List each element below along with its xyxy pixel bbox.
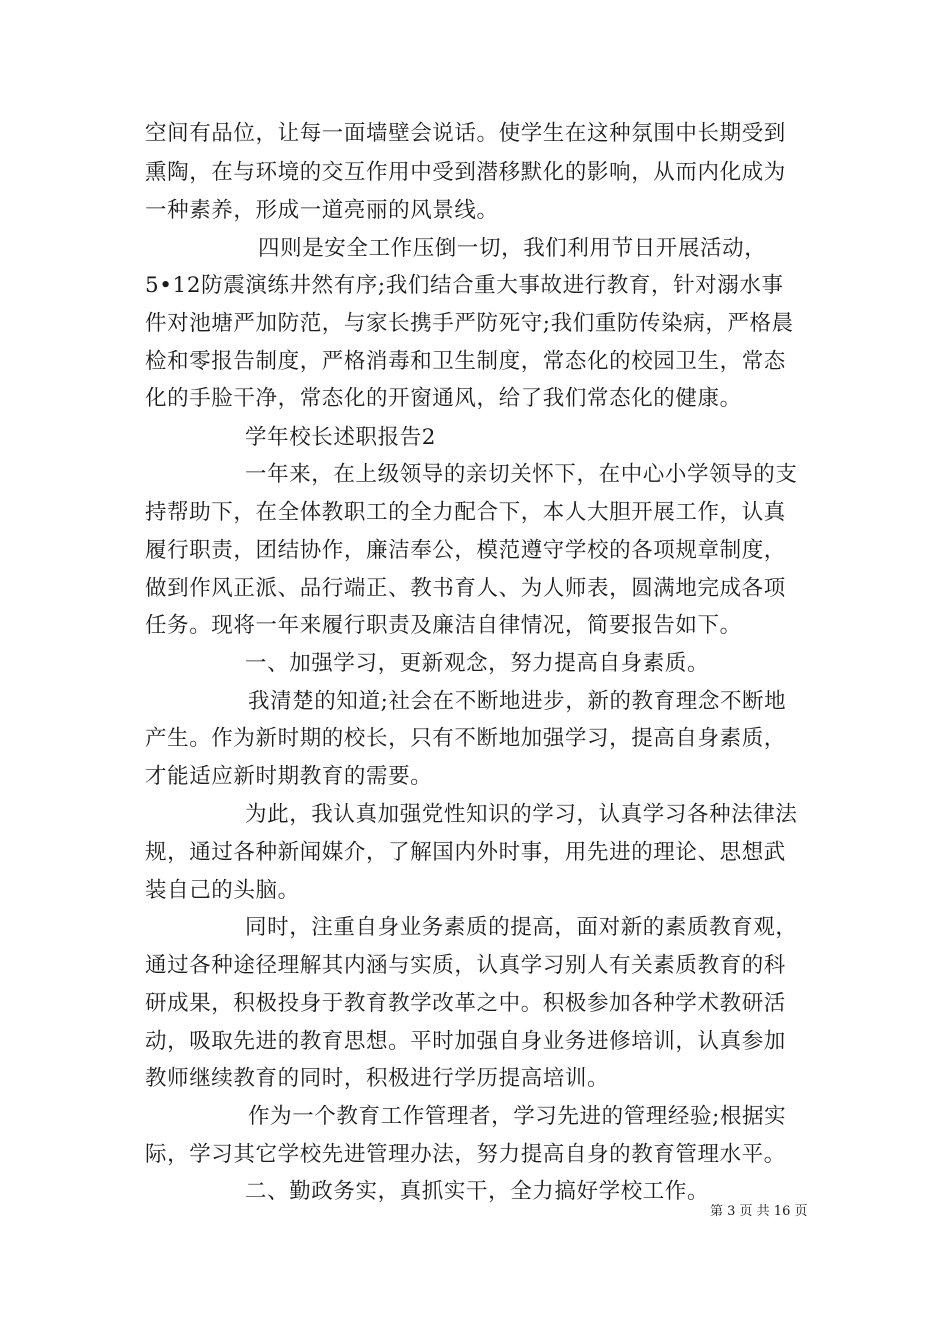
text-line: 空间有品位，让每一面墙壁会说话。使学生在这种氛围中长期受到 (145, 121, 786, 146)
text-line: 我清楚的知道;社会在不断地进步，新的教育理念不断地 (248, 689, 787, 714)
text-line: 四则是安全工作压倒一切，我们利用节日开展活动， (258, 236, 767, 261)
text-line: 持帮助下，在全体教职工的全力配合下，本人大胆开展工作，认真 (145, 500, 786, 525)
section-title: 学年校长述职报告2 (245, 425, 437, 450)
text-line: 5•12防震演练井然有序;我们结合重大事故进行教育，针对溺水事 (145, 273, 784, 298)
text-line: 教师继续教育的同时，积极进行学历提高培训。 (145, 1066, 610, 1091)
text-line: 才能适应新时期教育的需要。 (145, 764, 433, 789)
text-line: 研成果，积极投身于教育教学改革之中。积极参加各种学术教研活 (145, 991, 786, 1016)
page-number: 第 3 页 共 16 页 (710, 1204, 808, 1219)
text-line: 履行职责，团结协作，廉洁奉公，模范遵守学校的各项规章制度， (145, 538, 786, 563)
text-line: 一年来，在上级领导的亲切关怀下，在中心小学领导的支 (245, 462, 798, 487)
text-line: 件对池塘严加防范，与家长携手严防死守;我们重防传染病，严格晨 (145, 311, 794, 336)
text-line: 同时，注重自身业务素质的提高，面对新的素质教育观， (245, 915, 798, 940)
text-line: 际，学习其它学校先进管理办法，努力提高自身的教育管理水平。 (145, 1142, 786, 1167)
text-line: 通过各种途径理解其内涵与实质，认真学习别人有关素质教育的科 (145, 953, 786, 978)
text-line: 作为一个教育工作管理者，学习先进的管理经验;根据实 (248, 1104, 787, 1129)
text-line: 动，吸取先进的教育思想。平时加强自身业务进修培训，认真参加 (145, 1029, 786, 1054)
text-line: 做到作风正派、品行端正、教书育人、为人师表，圆满地完成各项 (145, 576, 786, 601)
text-line: 检和零报告制度，严格消毒和卫生制度，常态化的校园卫生，常态 (145, 349, 786, 374)
text-line: 为此，我认真加强党性知识的学习，认真学习各种法律法 (245, 802, 798, 827)
text-line: 装自己的头脑。 (145, 878, 300, 903)
text-line: 一种素养，形成一道亮丽的风景线。 (145, 198, 499, 223)
text-line: 规，通过各种新闻媒介，了解国内外时事，用先进的理论、思想武 (145, 840, 786, 865)
section-heading: 二、勤政务实，真抓实干，全力搞好学校工作。 (245, 1179, 710, 1204)
section-heading: 一、加强学习，更新观念，努力提高自身素质。 (245, 651, 710, 676)
text-line: 化的手脸干净，常态化的开窗通风，给了我们常态化的健康。 (145, 386, 742, 411)
text-line: 任务。现将一年来履行职责及廉洁自律情况，简要报告如下。 (145, 613, 742, 638)
text-line: 产生。作为新时期的校长，只有不断地加强学习，提高自身素质， (145, 726, 786, 751)
text-line: 熏陶，在与环境的交互作用中受到潜移默化的影响，从而内化成为 (145, 160, 786, 185)
